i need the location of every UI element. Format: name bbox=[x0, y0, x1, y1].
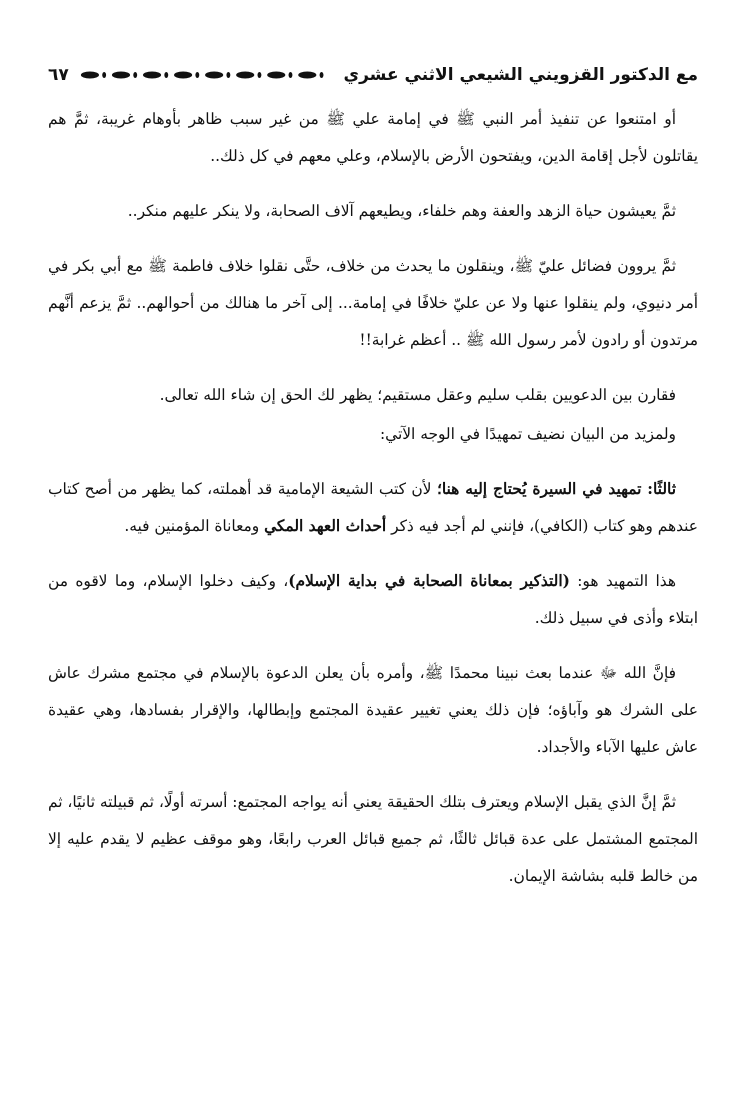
paragraph bbox=[48, 471, 698, 545]
paragraph-text: لأن كتب الشيعة الإمامية قد أهملته، كما يظهر من أصح كتاب عندهم وهو كتاب (الكافي)، فإنني لم أجد فيه ذكر bbox=[48, 480, 698, 535]
paragraph: ثمَّ إنَّ الذي يقبل الإسلام ويعترف بتلك الحقيقة يعني أنه يواجه المجتمع: أسرته أولًا، ثم قبيلته ثانيًا، ثم المجتمع المشتمل على عدة قبائل ثالثًا، ثم جميع قبائل العرب رابعًا، وهو موقف عظيم لا يقدم عليه إلا من خالط قلبه بشاشة الإيمان. bbox=[48, 793, 698, 885]
paragraph: ثمَّ يروون فضائل عليّ ﷺ، وينقلون ما يحدث من خلاف، حتَّى نقلوا خلاف فاطمة ﷺ مع أبي بكر في أمر دنيوي، ولم ينقلوا عنها ولا عن عليّ خلافًا في إمامة... إلى آخر ما هنالك من أحوالهم.. ثمَّ يزعم أنَّهم مرتدون أو رادون لأمر رسول الله ﷺ .. أعظم غرابة!! bbox=[48, 257, 698, 349]
paragraph: فقارن بين الدعويين بقلب سليم وعقل مستقيم؛ يظهر لك الحق إن شاء الله تعالى. bbox=[159, 386, 676, 404]
book-page bbox=[48, 58, 698, 1088]
bold-phrase: أحداث العهد المكي bbox=[264, 517, 387, 535]
page-header bbox=[48, 58, 698, 93]
paragraph bbox=[48, 563, 698, 637]
paragraph-text: ومعاناة المؤمنين فيه. bbox=[124, 517, 265, 535]
paragraph: ولمزيد من البيان نضيف تمهيدًا في الوجه الآتي: bbox=[379, 425, 676, 443]
ornament-divider-icon bbox=[77, 69, 336, 81]
paragraph-text: هذا التمهيد هو: bbox=[569, 572, 676, 590]
running-title: مع الدكتور القزويني الشيعي الاثني عشري bbox=[343, 65, 698, 85]
paragraph: ثمَّ يعيشون حياة الزهد والعفة وهم خلفاء، ويطيعهم آلاف الصحابة، ولا ينكر عليهم منكر.. bbox=[127, 202, 676, 220]
paragraph-text: ، وكيف دخلوا الإسلام، وما لاقوه من ابتلاء وأذى في سبيل ذلك. bbox=[48, 572, 698, 627]
paragraph: فإنَّ الله ﷻ عندما بعث نبينا محمدًا ﷺ، وأمره بأن يعلن الدعوة بالإسلام في مجتمع مشرك عاش على الشرك هو وآباؤه؛ فإن ذلك يعني تغيير عقيدة المجتمع وإبطالها، والإقرار بفسادها، وهي عقيدة عاش عليها الآباء والأجداد. bbox=[48, 664, 698, 756]
page-body bbox=[48, 101, 698, 895]
bold-phrase: (التذكير بمعاناة الصحابة في بداية الإسلام) bbox=[288, 572, 570, 590]
page-number: ٦٧ bbox=[48, 65, 69, 85]
paragraph: أو امتنعوا عن تنفيذ أمر النبي ﷺ في إمامة علي ﷺ من غير سبب ظاهر بأوهام غريبة، ثمَّ هم يقاتلون لأجل إقامة الدين، ويفتحون الأرض بالإسلام، وعلي معهم في كل ذلك.. bbox=[48, 110, 698, 165]
section-lead: ثالثًا: تمهيد في السيرة يُحتاج إليه هنا؛ bbox=[436, 480, 676, 498]
